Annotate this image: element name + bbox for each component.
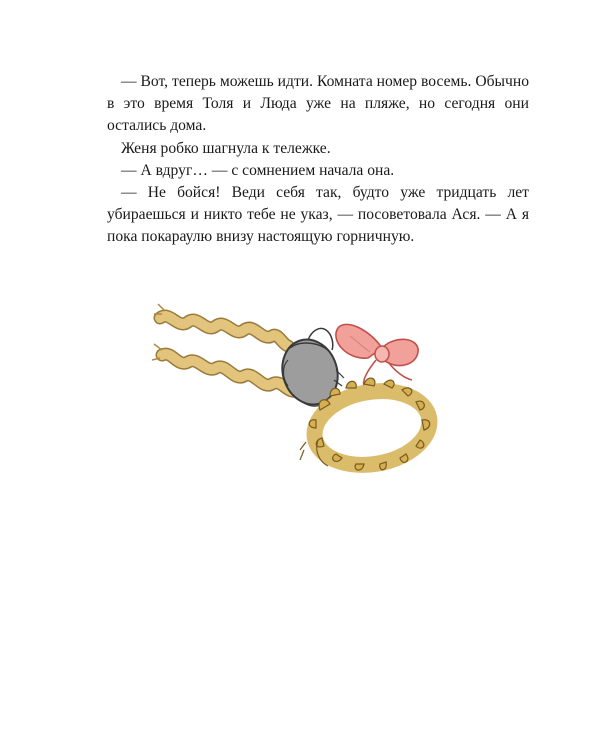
paragraph-4: — Не бойся! Веди себя так, будто уже тридцать лет убираешься и никто тебе не указ, — посоветовала Ася. — А я пока покараулю внизу настоящую горничную. [107, 184, 529, 246]
broken-doll-illustration [150, 300, 440, 485]
lower-braid [152, 344, 298, 391]
upper-braid [154, 304, 288, 346]
pink-bow [336, 324, 418, 386]
paragraph-1: — Вот, теперь можешь идти. Комната номер восемь. Обычно в это время Толя и Люда уже на пляже, но сегодня они остались дома. [107, 73, 529, 135]
paragraph-3: — А вдруг… — с сомнением начала она. [121, 161, 395, 179]
paragraph-2: Женя робко шагнула к тележке. [121, 139, 331, 157]
story-text [107, 71, 529, 249]
